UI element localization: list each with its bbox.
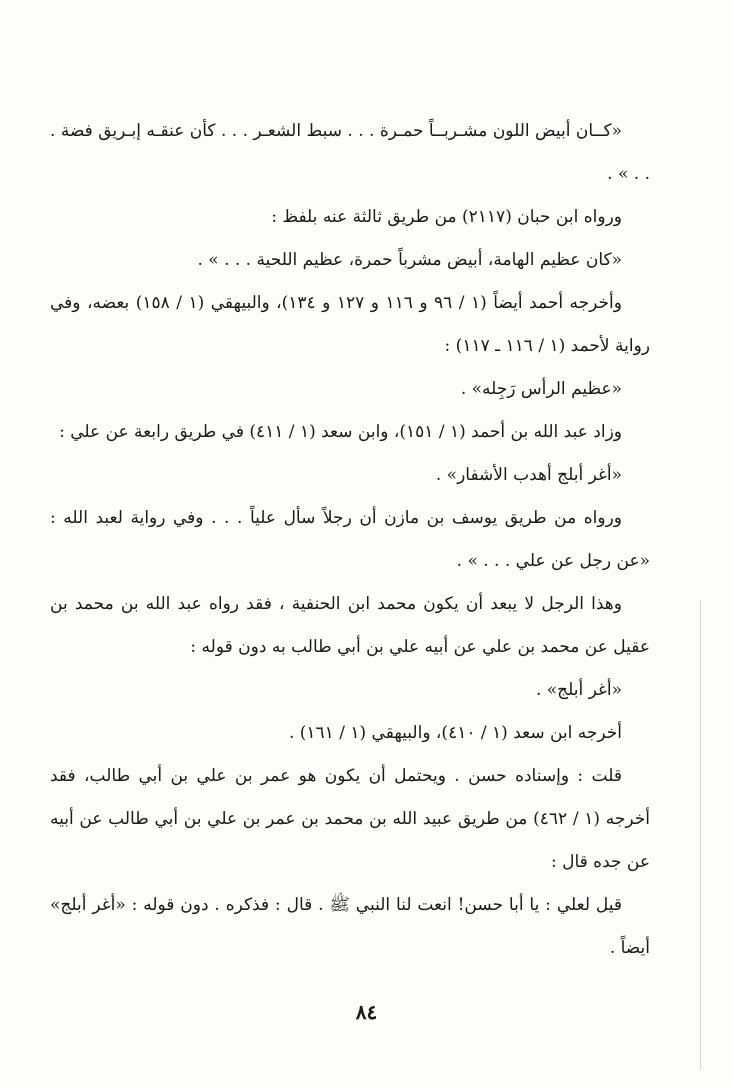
paragraph-quote-1: «كــان أبيض اللون مشـربــاً حمـرة . . . سبط الشعـر . . . كأن عنقـه إبـريق فضة . . . » . [50, 121, 650, 184]
paragraph-ibn-hibban: ورواه ابن حبان (٢١١٧) من طريق ثالثة عنه بلفظ : [271, 207, 622, 227]
paragraph-quote-4: «أغر أبلج أهدب الأشفار» . [435, 465, 622, 485]
paragraph-comment: قلت : وإسناده حسن . ويحتمل أن يكون هو عمر بن علي بن أبي طالب، فقد أخرجه (١ / ٤٦٢) من طريق عبيد الله بن محمد بن عمر بن علي بن أبي طالب عن أبيه عن جده قال : [50, 766, 650, 872]
paragraph-quote-3: «عظيم الرأس رَجِله» . [460, 379, 622, 399]
paragraph-ahmad: وأخرجه أحمد أيضاً (١ / ٩٦ و ١١٦ و ١٢٧ و ١٣٤)، والبيهقي (١ / ١٥٨) بعضه، وفي رواية لأحمد (١ / ١١٦ ـ ١١٧) : [50, 293, 650, 356]
paragraph-ibn-saad: أخرجه ابن سعد (١ / ٤١٠)، والبيهقي (١ / ١٦١) . [288, 723, 622, 743]
paragraph-quote-2: «كان عظيم الهامة، أبيض مشرباً حمرة، عظيم اللحية . . . » . [197, 250, 622, 270]
paragraph-hanafiyya: وهذا الرجل لا يبعد أن يكون محمد ابن الحنفية ، فقد رواه عبد الله بن محمد بن عقيل عن محمد بن علي عن أبيه علي بن أبي طالب به دون قوله : [50, 594, 650, 657]
paragraph-abdullah: وزاد عبد الله بن أحمد (١ / ١٥١)، وابن سعد (١ / ٤١١) في طريق رابعة عن علي : [59, 422, 622, 442]
paragraph-quote-5: «أغر أبلج» . [535, 680, 622, 700]
body-text [50, 110, 650, 970]
paragraph-yusuf: ورواه من طريق يوسف بن مازن أن رجلاً سأل علياً . . . وفي رواية لعبد الله : «عن رجل عن علي . . . » . [50, 508, 650, 571]
paragraph-final: قيل لعلي : يا أبا حسن! انعت لنا النبي ﷺ . قال : فذكره . دون قوله : «أغر أبلج» أيضاً . [50, 895, 650, 958]
page-number: ٨٤ [355, 1000, 378, 1024]
